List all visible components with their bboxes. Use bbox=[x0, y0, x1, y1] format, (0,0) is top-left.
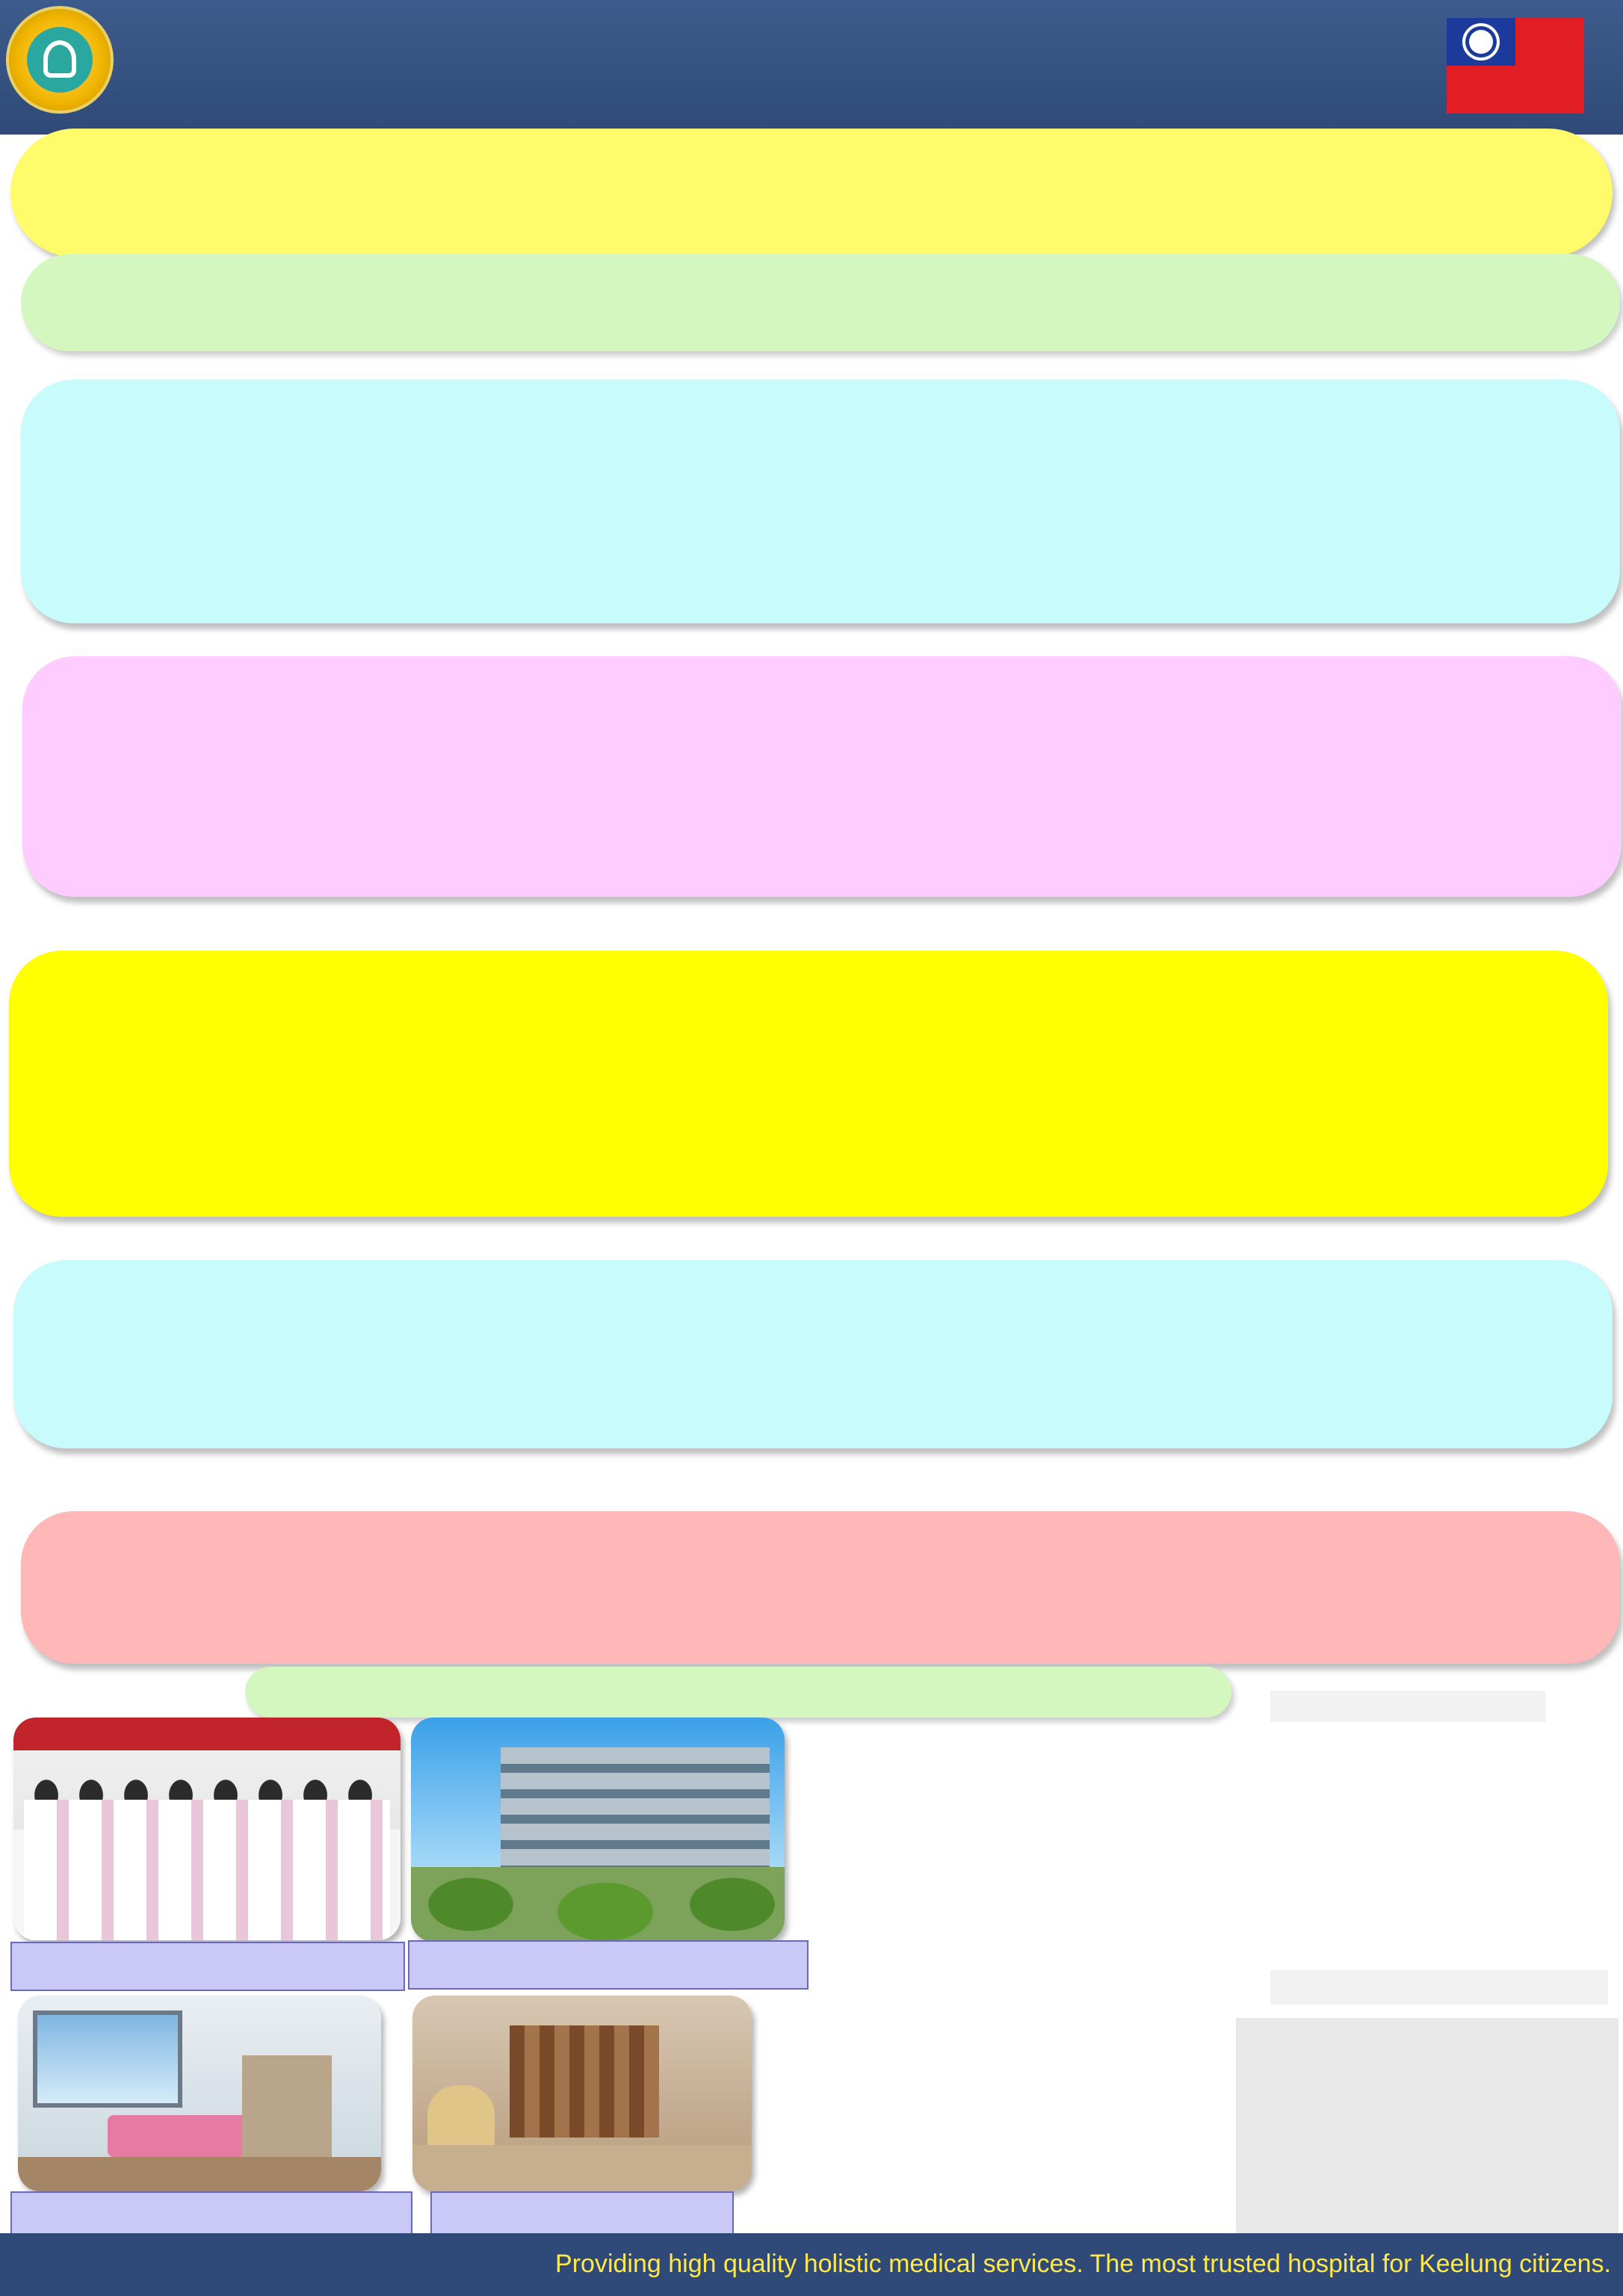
footer-slogan: Providing high quality holistic medical services. The most trusted hospital for Keelung citizens. bbox=[555, 2250, 1611, 2278]
satisfaction-chart-plot bbox=[1236, 2018, 1619, 2239]
footer bbox=[0, 2233, 1623, 2296]
